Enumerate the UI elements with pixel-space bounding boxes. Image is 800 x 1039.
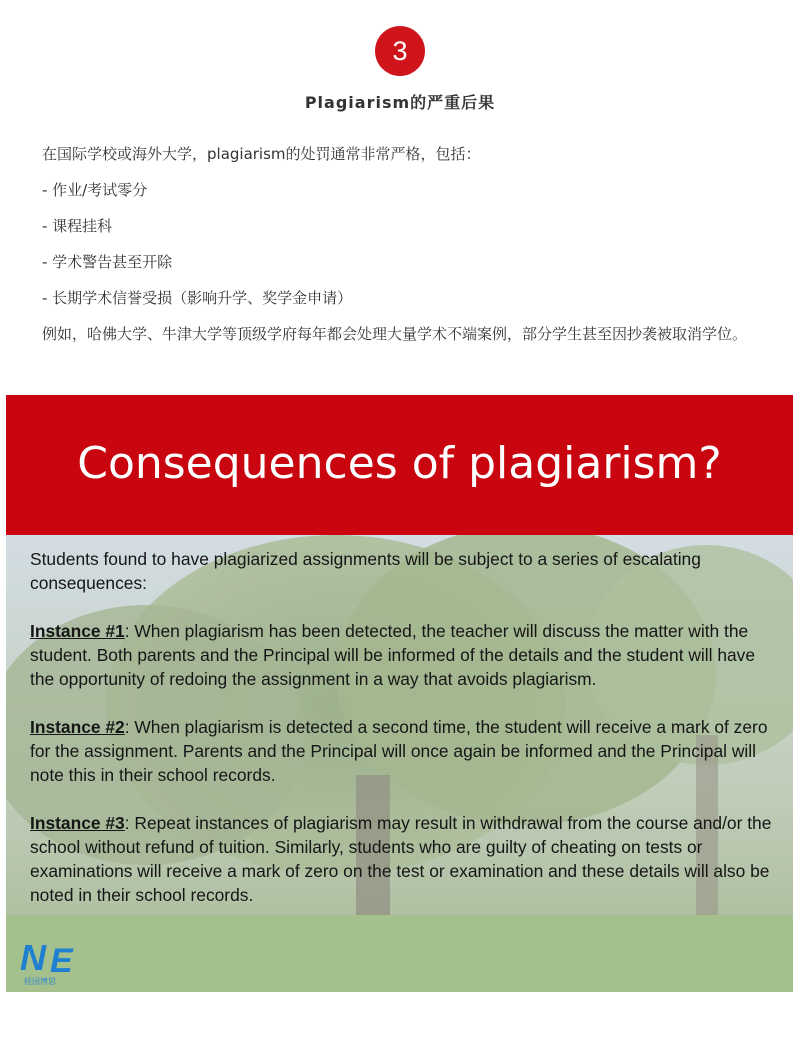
slide-body (30, 547, 782, 931)
section-title: Plagiarism的严重后果 (304, 93, 496, 112)
list-item: - 长期学术信誉受损（影响升学、奖学金申请） (42, 289, 353, 307)
list-item: - 学术警告甚至开除 (42, 253, 173, 271)
svg-text:E: E (50, 942, 73, 980)
instance-text: : Repeat instances of plagiarism may result in withdrawal from the course and/or the school without refund of tuition. Similarly, students who are guilty of cheating on tests or examinations will receive a mark of zero on the test or examination and these details will also be noted in their school records. (30, 813, 772, 905)
list-item: - 课程挂科 (42, 217, 113, 235)
instance-paragraph (30, 811, 782, 907)
ne-logo (18, 932, 88, 988)
slide-image (6, 395, 793, 992)
instance-text: : When plagiarism has been detected, the teacher will discuss the matter with the student. Both parents and the Principal will be informed of the details and the student will have the opportunity of redoing the assignment in a way that avoids plagiarism. (30, 621, 756, 689)
article-intro: 在国际学校或海外大学，plagiarism的处罚通常非常严格，包括： (42, 145, 481, 163)
slide-header (6, 395, 793, 535)
section-number-badge: 3 (375, 26, 425, 76)
logo-caption: 桂园博思 (24, 977, 56, 986)
svg-text:N: N (20, 937, 46, 978)
list-item: - 作业/考试零分 (42, 181, 148, 199)
instance-paragraph (30, 715, 782, 787)
article-example: 例如，哈佛大学、牛津大学等顶级学府每年都会处理大量学术不端案例，部分学生甚至因抄袭被取消学位。 (42, 325, 748, 343)
article-body (8, 136, 794, 352)
instance-label: Instance #3 (30, 813, 125, 833)
instance-paragraph (30, 619, 782, 691)
slide-intro: Students found to have plagiarized assignments will be subject to a series of escalating consequences: (30, 549, 701, 593)
instance-label: Instance #1 (30, 621, 125, 641)
slide-title: Consequences of plagiarism? (77, 437, 722, 489)
instance-label: Instance #2 (30, 717, 125, 737)
instance-text: : When plagiarism is detected a second time, the student will receive a mark of zero for the assignment. Parents and the Principal will once again be informed and the Principal will note this in their school records. (30, 717, 768, 785)
